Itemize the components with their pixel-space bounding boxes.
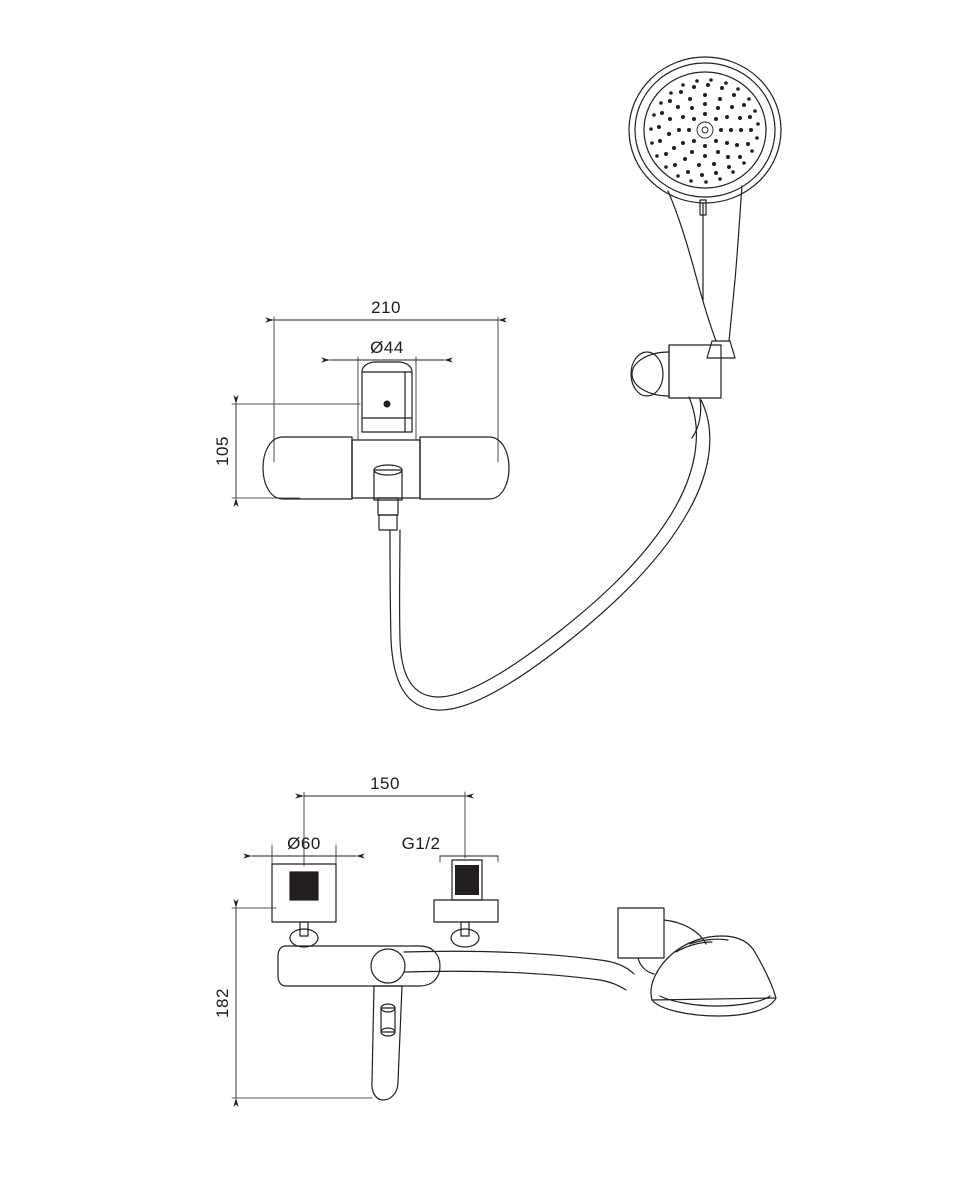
- dimension-label-height: 105: [213, 436, 232, 466]
- dimension-label-spout-diameter: Ø44: [370, 338, 404, 357]
- shower-head-side-view: [651, 936, 776, 1016]
- dimension-label-escutcheon-diameter: Ø60: [287, 834, 321, 853]
- hand-shower-head: [629, 57, 781, 358]
- mixer-body-front: [263, 362, 509, 530]
- dimension-label-overall-width: 210: [371, 298, 401, 317]
- dimension-label-thread-size: G1/2: [401, 834, 441, 853]
- shower-hose: [390, 397, 710, 710]
- dimension-label-inlet-centres: 150: [370, 774, 400, 793]
- shower-holder-bracket: [631, 345, 721, 438]
- dimension-label-depth: 182: [213, 988, 232, 1018]
- dimension-group-front: [232, 317, 498, 498]
- mixer-body-top-view: [272, 860, 706, 1100]
- dimension-group-top: [232, 792, 498, 1098]
